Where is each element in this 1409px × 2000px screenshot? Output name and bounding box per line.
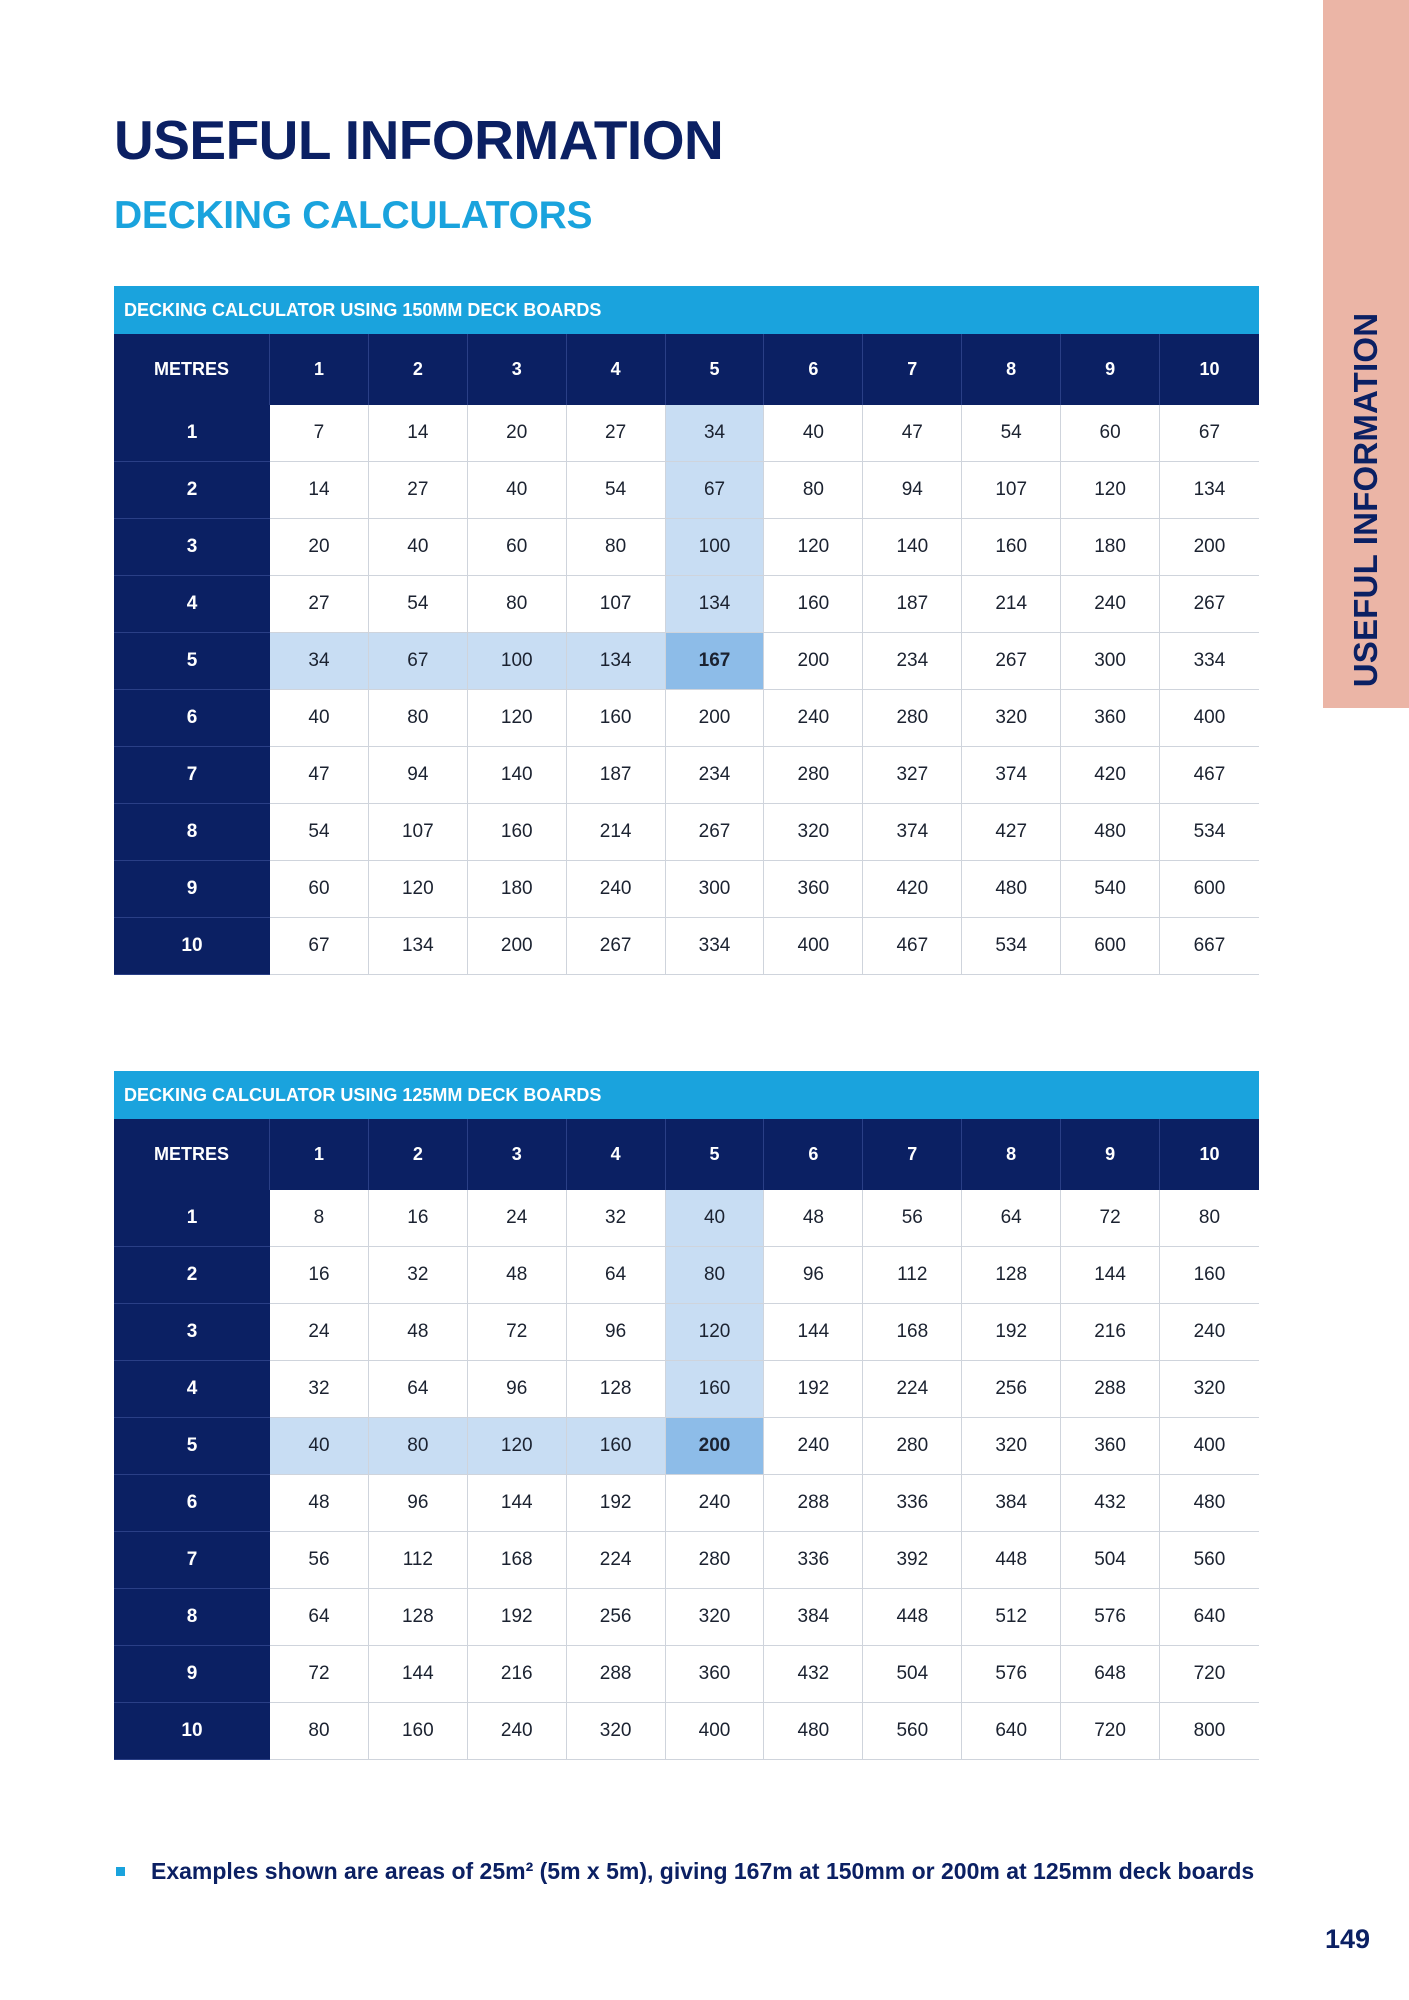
table-cell: 134	[1160, 462, 1259, 519]
table-cell: 107	[962, 462, 1061, 519]
table-cell: 64	[567, 1247, 666, 1304]
footnote	[114, 1858, 1254, 1885]
table-cell: 160	[567, 1418, 666, 1475]
table-cell: 200	[764, 633, 863, 690]
table-cell: 432	[1061, 1475, 1160, 1532]
table-cell: 96	[369, 1475, 468, 1532]
table-cell: 288	[1061, 1361, 1160, 1418]
table-cell: 240	[1061, 576, 1160, 633]
row-header: 8	[114, 804, 270, 861]
side-tab-label: USEFUL INFORMATION	[1347, 312, 1384, 688]
table-cell: 34	[270, 633, 369, 690]
table-cell: 192	[567, 1475, 666, 1532]
table-cell: 67	[369, 633, 468, 690]
table-cell: 72	[270, 1646, 369, 1703]
table-cell: 160	[1160, 1247, 1259, 1304]
table-cell: 200	[666, 690, 765, 747]
table-cell: 420	[863, 861, 962, 918]
page-number: 149	[1324, 1924, 1370, 1954]
column-header: 4	[567, 334, 666, 405]
page-title: USEFUL INFORMATION	[114, 109, 724, 171]
table-cell: 267	[1160, 576, 1259, 633]
table-cell: 96	[468, 1361, 567, 1418]
table-cell: 200	[468, 918, 567, 975]
table-cell: 400	[1160, 1418, 1259, 1475]
table-cell: 400	[666, 1703, 765, 1760]
row-header: 10	[114, 1703, 270, 1760]
table-cell: 240	[764, 1418, 863, 1475]
table-cell: 280	[666, 1532, 765, 1589]
table-cell: 280	[863, 690, 962, 747]
table-cell: 320	[1160, 1361, 1259, 1418]
calculator-caption: DECKING CALCULATOR USING 125MM DECK BOARDS	[114, 1071, 1259, 1119]
row-header: 9	[114, 1646, 270, 1703]
table-cell: 288	[764, 1475, 863, 1532]
table-cell: 14	[270, 462, 369, 519]
table-cell: 267	[567, 918, 666, 975]
table-cell: 576	[1061, 1589, 1160, 1646]
table-cell: 467	[863, 918, 962, 975]
table-cell: 467	[1160, 747, 1259, 804]
table-cell: 256	[962, 1361, 1061, 1418]
table-cell: 140	[468, 747, 567, 804]
table-cell: 224	[567, 1532, 666, 1589]
column-header: 3	[468, 334, 567, 405]
table-cell: 24	[468, 1190, 567, 1247]
table-cell: 200	[1160, 519, 1259, 576]
row-header: 6	[114, 690, 270, 747]
table-cell: 14	[369, 405, 468, 462]
table-cell: 67	[1160, 405, 1259, 462]
table-cell: 54	[270, 804, 369, 861]
table-cell: 48	[468, 1247, 567, 1304]
table-cell: 144	[764, 1304, 863, 1361]
table-cell: 640	[1160, 1589, 1259, 1646]
table-cell: 720	[1160, 1646, 1259, 1703]
table-cell: 64	[962, 1190, 1061, 1247]
table-cell: 320	[962, 1418, 1061, 1475]
table-cell: 280	[764, 747, 863, 804]
table-cell: 504	[863, 1646, 962, 1703]
table-cell: 180	[468, 861, 567, 918]
table-cell: 80	[567, 519, 666, 576]
table-cell: 192	[962, 1304, 1061, 1361]
table-cell: 360	[1061, 1418, 1160, 1475]
table-cell: 400	[764, 918, 863, 975]
table-cell: 800	[1160, 1703, 1259, 1760]
table-cell: 240	[567, 861, 666, 918]
table-cell: 96	[764, 1247, 863, 1304]
calculator-caption: DECKING CALCULATOR USING 150MM DECK BOARDS	[114, 286, 1259, 334]
table-cell: 480	[962, 861, 1061, 918]
table-cell: 432	[764, 1646, 863, 1703]
calculator-grid	[114, 1119, 1259, 1760]
column-header: 7	[863, 1119, 962, 1190]
row-header: 7	[114, 1532, 270, 1589]
table-cell: 400	[1160, 690, 1259, 747]
table-cell: 187	[863, 576, 962, 633]
table-cell: 214	[567, 804, 666, 861]
table-cell: 234	[666, 747, 765, 804]
table-cell: 100	[666, 519, 765, 576]
table-cell: 7	[270, 405, 369, 462]
table-cell: 60	[468, 519, 567, 576]
row-header: 8	[114, 1589, 270, 1646]
table-cell: 384	[764, 1589, 863, 1646]
table-cell: 48	[270, 1475, 369, 1532]
table-cell: 40	[270, 1418, 369, 1475]
table-cell: 600	[1160, 861, 1259, 918]
table-cell: 288	[567, 1646, 666, 1703]
side-tab	[1323, 0, 1409, 708]
table-cell: 240	[468, 1703, 567, 1760]
table-cell: 214	[962, 576, 1061, 633]
table-cell: 54	[962, 405, 1061, 462]
table-cell: 8	[270, 1190, 369, 1247]
table-cell: 216	[468, 1646, 567, 1703]
table-cell: 60	[1061, 405, 1160, 462]
square-bullet-icon	[116, 1867, 125, 1876]
table-cell: 320	[764, 804, 863, 861]
column-header: 6	[764, 1119, 863, 1190]
table-cell: 512	[962, 1589, 1061, 1646]
table-cell: 360	[666, 1646, 765, 1703]
table-cell: 80	[369, 1418, 468, 1475]
table-cell: 144	[1061, 1247, 1160, 1304]
table-cell: 67	[666, 462, 765, 519]
table-cell: 427	[962, 804, 1061, 861]
table-cell: 128	[369, 1589, 468, 1646]
table-cell: 32	[567, 1190, 666, 1247]
table-cell: 192	[764, 1361, 863, 1418]
table-cell: 334	[666, 918, 765, 975]
calculator-grid	[114, 334, 1259, 975]
table-cell: 374	[962, 747, 1061, 804]
table-cell: 134	[369, 918, 468, 975]
column-header: 10	[1160, 1119, 1259, 1190]
table-cell: 72	[1061, 1190, 1160, 1247]
table-cell: 480	[1160, 1475, 1259, 1532]
table-cell: 48	[764, 1190, 863, 1247]
table-cell: 256	[567, 1589, 666, 1646]
page-subtitle: DECKING CALCULATORS	[114, 194, 593, 237]
table-cell: 128	[567, 1361, 666, 1418]
table-cell: 80	[1160, 1190, 1259, 1247]
table-cell: 167	[666, 633, 765, 690]
table-cell: 96	[567, 1304, 666, 1361]
table-cell: 640	[962, 1703, 1061, 1760]
table-cell: 280	[863, 1418, 962, 1475]
table-cell: 320	[962, 690, 1061, 747]
table-cell: 27	[567, 405, 666, 462]
table-cell: 40	[764, 405, 863, 462]
table-cell: 144	[468, 1475, 567, 1532]
table-cell: 64	[369, 1361, 468, 1418]
table-cell: 72	[468, 1304, 567, 1361]
row-header: 1	[114, 1190, 270, 1247]
table-cell: 56	[270, 1532, 369, 1589]
table-cell: 32	[270, 1361, 369, 1418]
table-cell: 54	[567, 462, 666, 519]
column-header: 10	[1160, 334, 1259, 405]
row-header: 4	[114, 576, 270, 633]
column-header: 5	[666, 334, 765, 405]
table-cell: 560	[863, 1703, 962, 1760]
table-cell: 64	[270, 1589, 369, 1646]
table-cell: 240	[666, 1475, 765, 1532]
row-header: 5	[114, 1418, 270, 1475]
row-header: 2	[114, 462, 270, 519]
row-header: 2	[114, 1247, 270, 1304]
table-cell: 20	[468, 405, 567, 462]
table-cell: 128	[962, 1247, 1061, 1304]
table-cell: 576	[962, 1646, 1061, 1703]
table-cell: 107	[369, 804, 468, 861]
table-cell: 80	[468, 576, 567, 633]
table-cell: 134	[666, 576, 765, 633]
table-cell: 327	[863, 747, 962, 804]
table-cell: 54	[369, 576, 468, 633]
column-header: 9	[1061, 1119, 1160, 1190]
table-cell: 160	[567, 690, 666, 747]
table-cell: 160	[369, 1703, 468, 1760]
row-header: 7	[114, 747, 270, 804]
column-header: 8	[962, 1119, 1061, 1190]
table-cell: 160	[962, 519, 1061, 576]
calculator-150mm	[114, 286, 1259, 975]
table-cell: 216	[1061, 1304, 1160, 1361]
table-cell: 560	[1160, 1532, 1259, 1589]
table-cell: 234	[863, 633, 962, 690]
column-header: 2	[369, 334, 468, 405]
table-cell: 120	[468, 1418, 567, 1475]
table-cell: 47	[863, 405, 962, 462]
table-cell: 120	[369, 861, 468, 918]
table-cell: 168	[863, 1304, 962, 1361]
table-cell: 448	[962, 1532, 1061, 1589]
table-cell: 112	[369, 1532, 468, 1589]
table-cell: 47	[270, 747, 369, 804]
table-cell: 480	[764, 1703, 863, 1760]
table-cell: 224	[863, 1361, 962, 1418]
table-cell: 94	[863, 462, 962, 519]
row-header: 6	[114, 1475, 270, 1532]
table-cell: 600	[1061, 918, 1160, 975]
table-cell: 40	[369, 519, 468, 576]
table-cell: 667	[1160, 918, 1259, 975]
row-header: 3	[114, 1304, 270, 1361]
column-header: 9	[1061, 334, 1160, 405]
row-header: 10	[114, 918, 270, 975]
table-cell: 420	[1061, 747, 1160, 804]
column-header: 5	[666, 1119, 765, 1190]
table-cell: 720	[1061, 1703, 1160, 1760]
table-cell: 240	[764, 690, 863, 747]
table-cell: 34	[666, 405, 765, 462]
table-cell: 360	[1061, 690, 1160, 747]
table-cell: 392	[863, 1532, 962, 1589]
table-cell: 56	[863, 1190, 962, 1247]
table-cell: 336	[764, 1532, 863, 1589]
table-cell: 144	[369, 1646, 468, 1703]
column-header: 2	[369, 1119, 468, 1190]
table-cell: 16	[369, 1190, 468, 1247]
table-cell: 80	[369, 690, 468, 747]
table-cell: 120	[468, 690, 567, 747]
column-header: 1	[270, 334, 369, 405]
table-cell: 40	[270, 690, 369, 747]
column-header: 7	[863, 334, 962, 405]
table-cell: 107	[567, 576, 666, 633]
column-header: 1	[270, 1119, 369, 1190]
table-cell: 32	[369, 1247, 468, 1304]
table-cell: 334	[1160, 633, 1259, 690]
table-cell: 112	[863, 1247, 962, 1304]
table-cell: 320	[666, 1589, 765, 1646]
table-cell: 240	[1160, 1304, 1259, 1361]
row-header: 9	[114, 861, 270, 918]
table-cell: 80	[270, 1703, 369, 1760]
table-cell: 40	[468, 462, 567, 519]
table-cell: 384	[962, 1475, 1061, 1532]
table-cell: 200	[666, 1418, 765, 1475]
table-cell: 80	[764, 462, 863, 519]
footnote-text: Examples shown are areas of 25m² (5m x 5m), giving 167m at 150mm or 200m at 125mm deck boards	[151, 1858, 1255, 1884]
corner-header: METRES	[114, 334, 270, 405]
column-header: 3	[468, 1119, 567, 1190]
table-cell: 540	[1061, 861, 1160, 918]
calculator-125mm	[114, 1071, 1259, 1760]
table-cell: 24	[270, 1304, 369, 1361]
table-cell: 48	[369, 1304, 468, 1361]
table-cell: 27	[270, 576, 369, 633]
table-cell: 134	[567, 633, 666, 690]
table-cell: 534	[962, 918, 1061, 975]
column-header: 4	[567, 1119, 666, 1190]
table-cell: 120	[1061, 462, 1160, 519]
table-cell: 60	[270, 861, 369, 918]
table-cell: 16	[270, 1247, 369, 1304]
row-header: 4	[114, 1361, 270, 1418]
table-cell: 160	[468, 804, 567, 861]
table-cell: 534	[1160, 804, 1259, 861]
table-cell: 267	[666, 804, 765, 861]
table-cell: 168	[468, 1532, 567, 1589]
table-cell: 100	[468, 633, 567, 690]
table-cell: 94	[369, 747, 468, 804]
corner-header: METRES	[114, 1119, 270, 1190]
table-cell: 192	[468, 1589, 567, 1646]
table-cell: 504	[1061, 1532, 1160, 1589]
table-cell: 40	[666, 1190, 765, 1247]
table-cell: 480	[1061, 804, 1160, 861]
table-cell: 336	[863, 1475, 962, 1532]
table-cell: 267	[962, 633, 1061, 690]
table-cell: 20	[270, 519, 369, 576]
table-cell: 27	[369, 462, 468, 519]
row-header: 3	[114, 519, 270, 576]
table-cell: 300	[666, 861, 765, 918]
table-cell: 320	[567, 1703, 666, 1760]
table-cell: 300	[1061, 633, 1160, 690]
table-cell: 360	[764, 861, 863, 918]
column-header: 8	[962, 334, 1061, 405]
table-cell: 80	[666, 1247, 765, 1304]
row-header: 1	[114, 405, 270, 462]
table-cell: 374	[863, 804, 962, 861]
table-cell: 140	[863, 519, 962, 576]
table-cell: 160	[764, 576, 863, 633]
table-cell: 187	[567, 747, 666, 804]
table-cell: 648	[1061, 1646, 1160, 1703]
table-cell: 120	[764, 519, 863, 576]
row-header: 5	[114, 633, 270, 690]
table-cell: 160	[666, 1361, 765, 1418]
column-header: 6	[764, 334, 863, 405]
table-cell: 448	[863, 1589, 962, 1646]
table-cell: 180	[1061, 519, 1160, 576]
table-cell: 67	[270, 918, 369, 975]
table-cell: 120	[666, 1304, 765, 1361]
